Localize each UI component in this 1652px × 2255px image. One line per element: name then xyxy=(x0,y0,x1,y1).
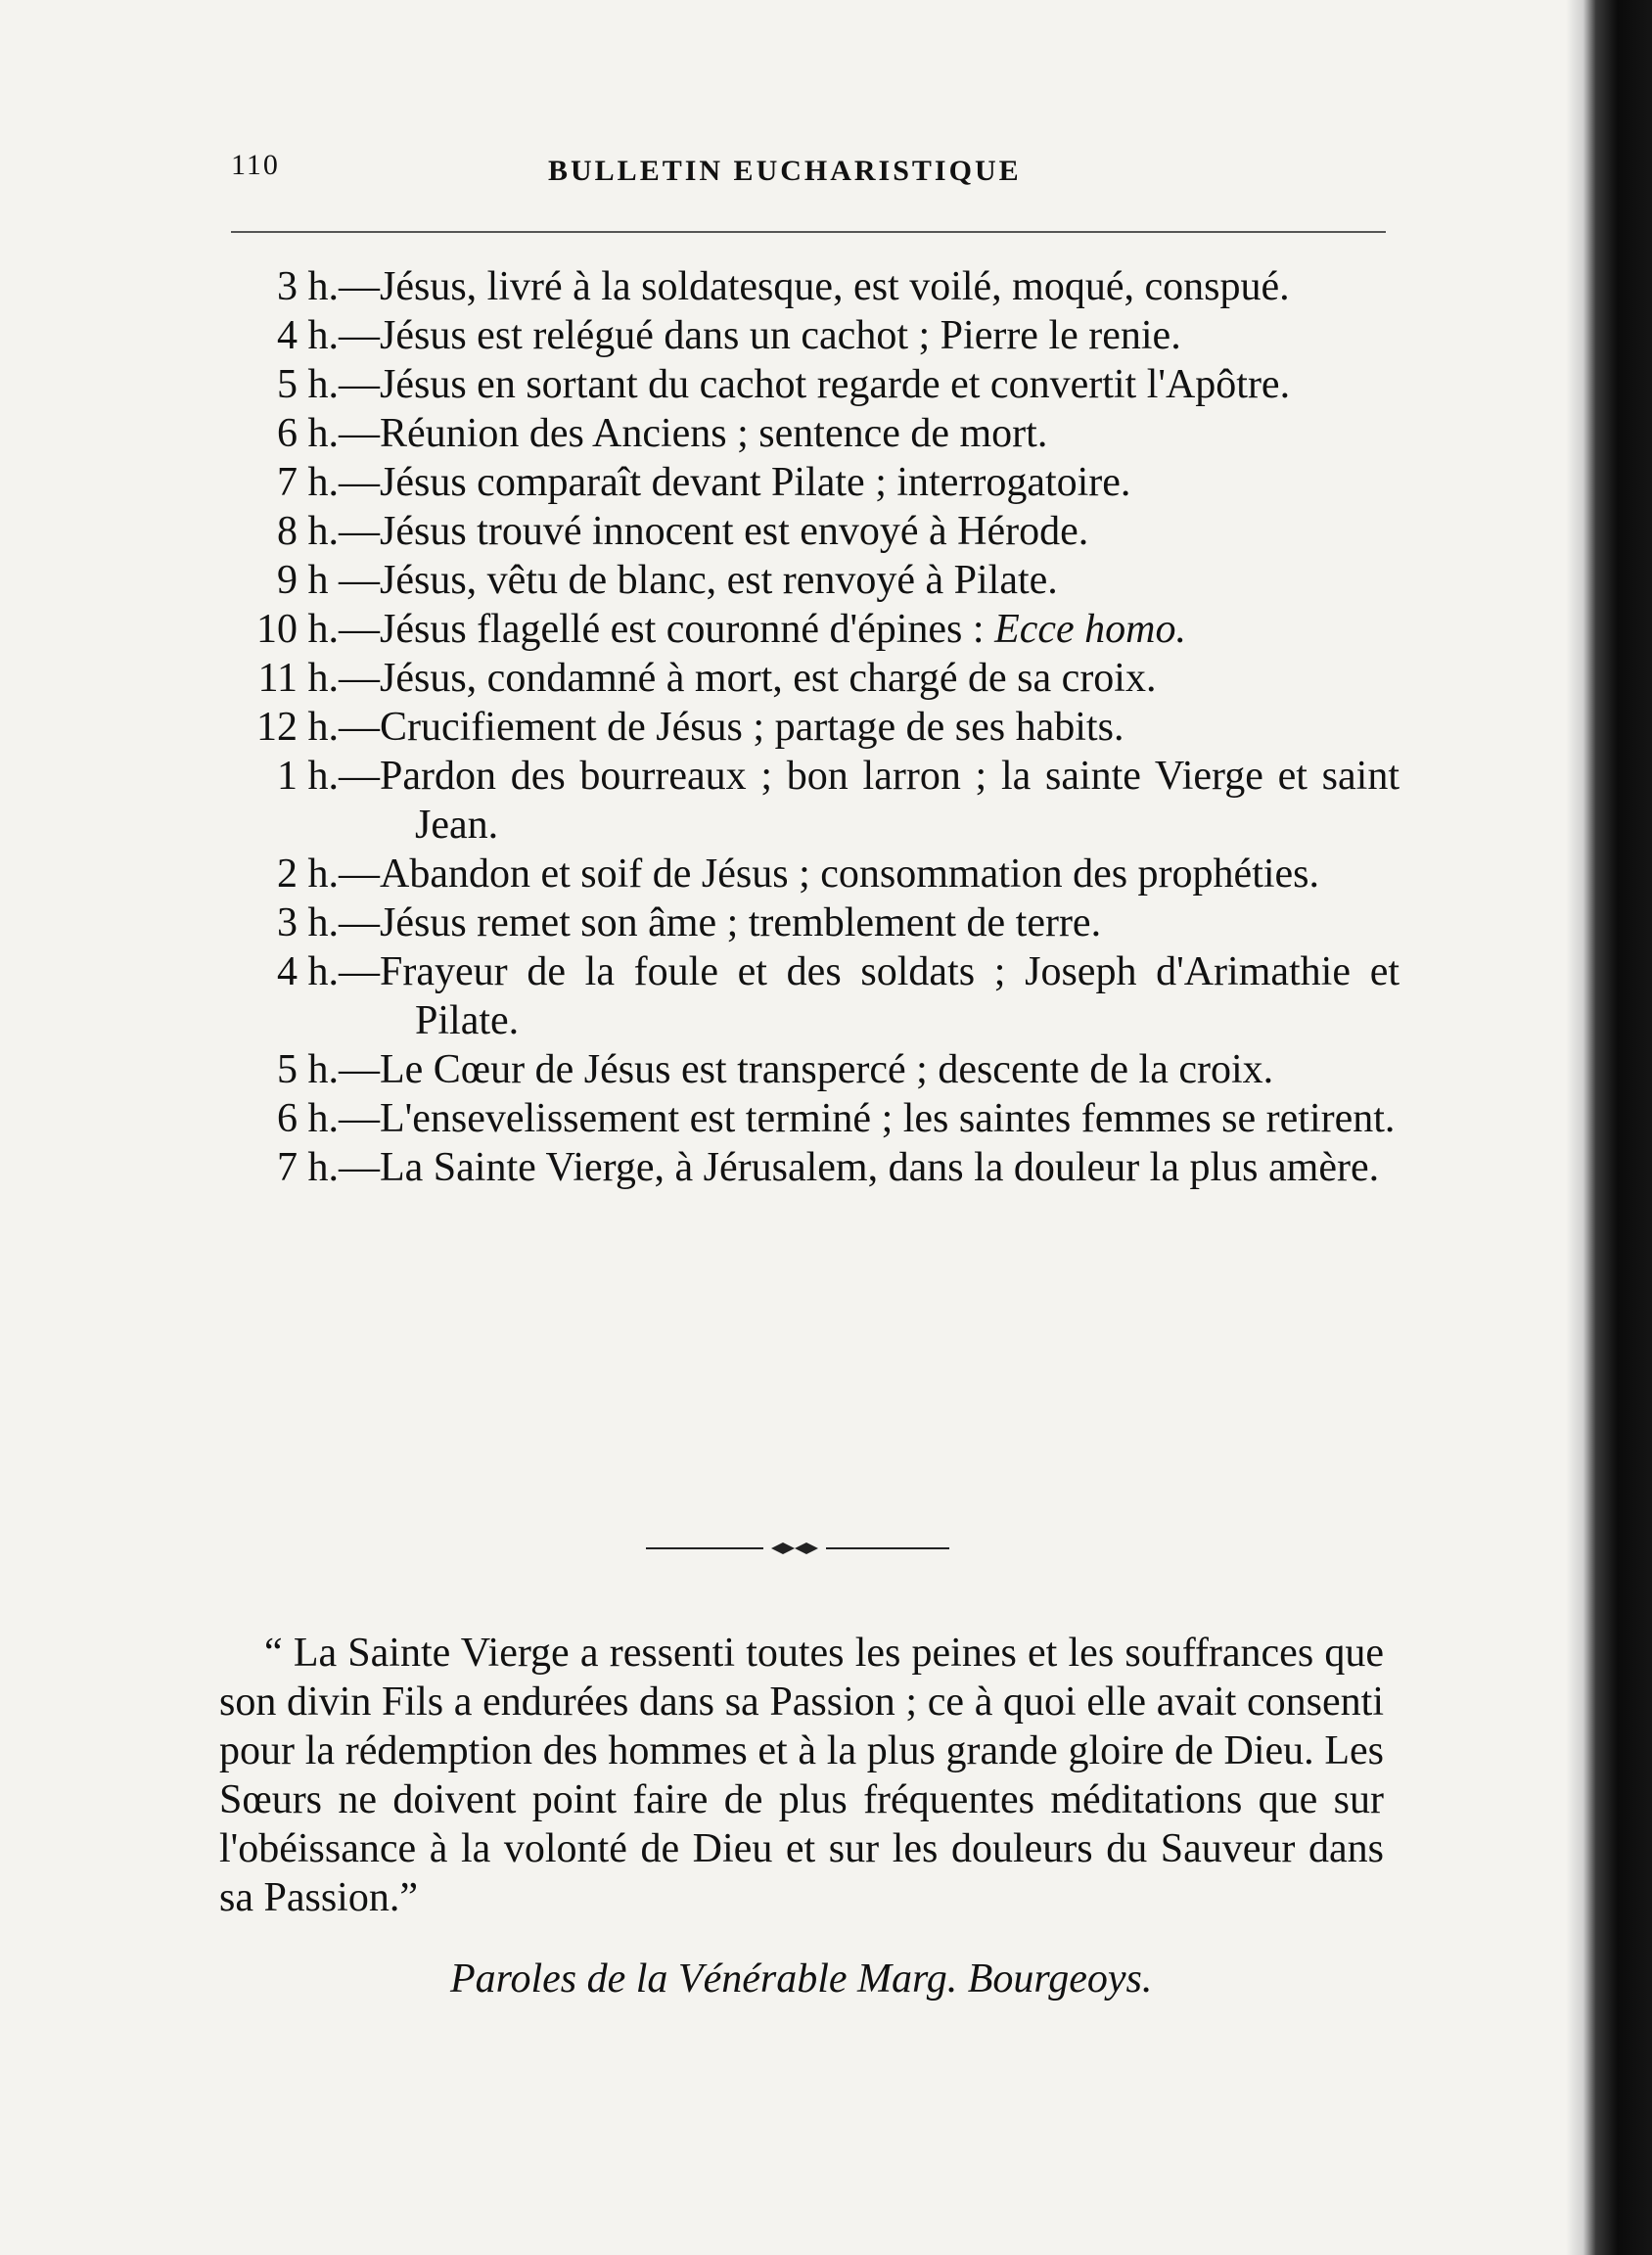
schedule-entry xyxy=(225,654,1400,703)
quote-attribution: Paroles de la Vénérable Marg. Bourgeoys. xyxy=(450,1956,1153,2002)
entry-hour: 4 h.— xyxy=(277,313,380,358)
entry-text: Frayeur de la foule et des soldats ; Joseph d'Arimathie et Pilate. xyxy=(380,949,1400,1043)
entry-hour: 9 h — xyxy=(277,558,380,603)
entry-text: L'ensevelissement est terminé ; les saintes femmes se retirent. xyxy=(380,1096,1396,1141)
scan-binding-edge xyxy=(1566,0,1652,2255)
schedule-entry xyxy=(225,458,1400,507)
entry-hour: 3 h.— xyxy=(277,900,380,945)
entry-hour: 5 h.— xyxy=(277,1047,380,1092)
entry-text: Jésus, livré à la soldatesque, est voilé, moqué, conspué. xyxy=(380,264,1290,309)
entry-hour: 6 h.— xyxy=(277,1096,380,1141)
schedule-entry xyxy=(225,360,1400,409)
entry-hour: 2 h.— xyxy=(277,851,380,897)
entry-text: Jésus, condamné à mort, est chargé de sa croix. xyxy=(380,656,1157,701)
entry-text: Crucifiement de Jésus ; partage de ses habits. xyxy=(380,705,1124,750)
entry-hour: 4 h.— xyxy=(277,949,380,994)
entry-text: Pardon des bourreaux ; bon larron ; la sainte Vierge et saint Jean. xyxy=(380,754,1400,848)
entry-hour: 11 h.— xyxy=(257,656,380,701)
section-divider-ornament xyxy=(646,1539,949,1558)
entry-text: Réunion des Anciens ; sentence de mort. xyxy=(380,411,1048,456)
schedule-entry xyxy=(225,752,1400,850)
entry-hour: 10 h.— xyxy=(256,607,380,652)
header-rule xyxy=(231,231,1386,233)
entry-text: Jésus en sortant du cachot regarde et convertit l'Apôtre. xyxy=(380,362,1291,407)
schedule-entry xyxy=(225,947,1400,1045)
entry-text: Abandon et soif de Jésus ; consommation des prophéties. xyxy=(380,851,1320,897)
entry-hour: 6 h.— xyxy=(277,411,380,456)
schedule-entry xyxy=(225,262,1400,311)
entry-text: Jésus comparaît devant Pilate ; interrogatoire. xyxy=(380,460,1131,505)
entry-hour: 8 h.— xyxy=(277,509,380,554)
schedule-entry xyxy=(225,409,1400,458)
running-head: BULLETIN EUCHARISTIQUE xyxy=(548,155,1022,187)
schedule-entry xyxy=(225,1045,1400,1094)
entry-hour: 5 h.— xyxy=(277,362,380,407)
schedule-entry xyxy=(225,1094,1400,1143)
entry-text: La Sainte Vierge, à Jérusalem, dans la douleur la plus amère. xyxy=(380,1145,1380,1190)
schedule-entry xyxy=(225,898,1400,947)
entry-hour: 12 h.— xyxy=(256,705,380,750)
entry-hour: 3 h.— xyxy=(277,264,380,309)
entry-text: Le Cœur de Jésus est transpercé ; descente de la croix. xyxy=(380,1047,1274,1092)
entry-text: Jésus trouvé innocent est envoyé à Hérode. xyxy=(380,509,1089,554)
schedule-entry xyxy=(225,556,1400,605)
page-number: 110 xyxy=(231,149,280,181)
entry-text: Jésus est relégué dans un cachot ; Pierre le renie. xyxy=(380,313,1181,358)
entry-text: Jésus remet son âme ; tremblement de terre. xyxy=(380,900,1102,945)
entry-hour: 7 h.— xyxy=(277,1145,380,1190)
entry-text: Jésus, vêtu de blanc, est renvoyé à Pilate. xyxy=(380,558,1058,603)
schedule-entry xyxy=(225,605,1400,654)
schedule-entry xyxy=(225,311,1400,360)
entry-text-roman: Jésus flagellé est couronné d'épines : xyxy=(380,607,995,652)
schedule-entry xyxy=(225,703,1400,752)
bourgeoys-quote: “ La Sainte Vierge a ressenti toutes les peines et les souffrances que son divin Fils a endurées dans sa Passion ; ce à quoi elle avait consenti pour la rédemption des hommes et à la plus grande gloire de Dieu. Les Sœurs ne doivent point faire de plus fréquentes méditations que sur l'obéissance à la volonté de Dieu et sur les douleurs du Sauveur dans sa Passion.” xyxy=(219,1631,1384,1920)
entry-hour: 1 h.— xyxy=(277,754,380,799)
schedule-entry xyxy=(225,1143,1400,1192)
passion-hours-list xyxy=(225,262,1400,1192)
schedule-entry xyxy=(225,507,1400,556)
entry-hour: 7 h.— xyxy=(277,460,380,505)
schedule-entry xyxy=(225,850,1400,898)
entry-text xyxy=(380,605,1400,654)
entry-text-italic: Ecce homo. xyxy=(994,607,1186,652)
